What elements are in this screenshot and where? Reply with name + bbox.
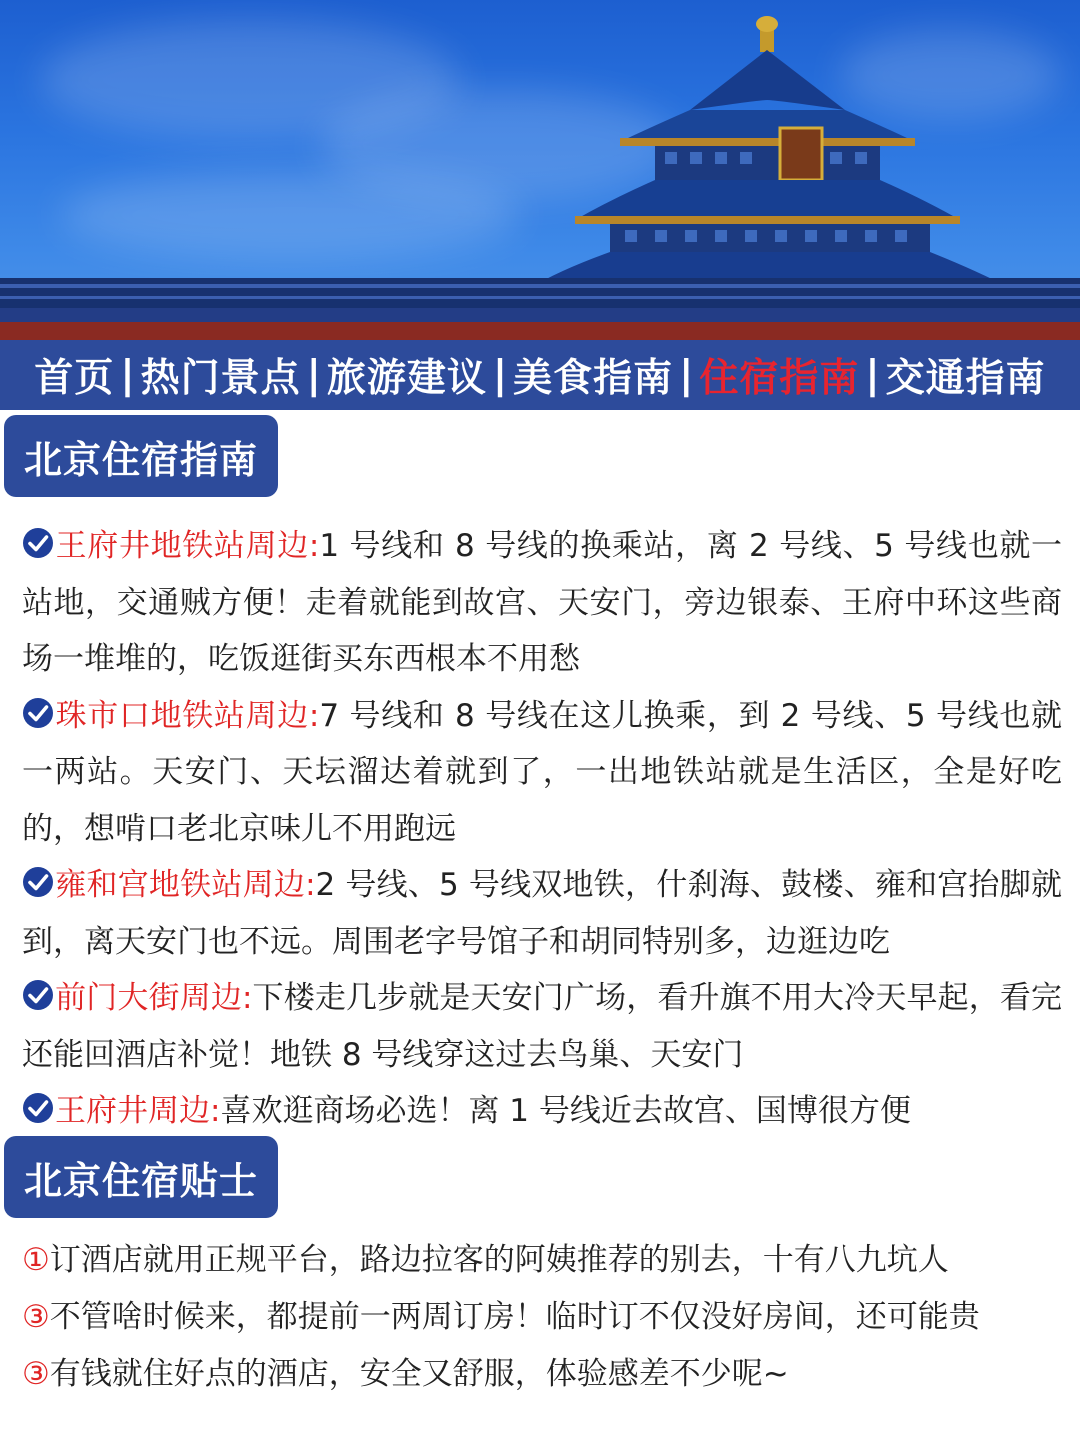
nav-item-transport-guide[interactable]: 交通指南 [885,356,1046,401]
place-name: 王府井地铁站周边: [55,528,320,564]
tip-number: ③ [22,1356,50,1392]
tip-number: ③ [22,1299,50,1335]
guide-item [22,688,1062,858]
tips-section-title: 北京住宿贴士 [4,1136,278,1218]
place-name: 雍和宫地铁站周边: [55,867,316,903]
tip-number: ① [22,1242,50,1278]
check-circle-icon [22,866,54,898]
nav-separator: | [120,352,135,398]
temple-of-heaven-illustration [0,0,1080,340]
place-description: 下楼走几步就是天安门广场，看升旗不用大冷天早起，看完还能回酒店补觉！地铁 8 号线穿这过去鸟巢、天安门 [22,980,1063,1073]
nav-separator: | [865,352,880,398]
tips-list [22,1232,1062,1403]
nav-separator: | [679,352,694,398]
nav-item-lodging-guide[interactable]: 住宿指南 [699,356,860,401]
tip-text: 有钱就住好点的酒店，安全又舒服，体验感差不少呢~ [49,1356,789,1392]
guide-item [22,970,1062,1083]
hero-image [0,0,1080,340]
guide-item [22,857,1062,970]
tip-item [22,1346,1062,1403]
guide-section-title: 北京住宿指南 [4,415,278,497]
nav-bar [0,340,1080,410]
check-circle-icon [22,697,54,729]
nav-item-home[interactable]: 首页 [34,356,115,401]
place-name: 珠市口地铁站周边: [55,697,320,734]
nav-separator: | [306,352,321,398]
tip-item [22,1232,1062,1289]
place-name: 王府井周边: [55,1093,221,1129]
tip-text: 订酒店就用正规平台，路边拉客的阿姨推荐的别去，十有八九坑人 [49,1242,949,1278]
place-description: 喜欢逛商场必选！离 1 号线近去故宫、国博很方便 [220,1093,911,1129]
guide-item [22,1083,1062,1140]
guide-item [22,518,1062,688]
place-description: 7 号线和 8 号线在这儿换乘，到 2 号线、5 号线也就一两站。天安门、天坛溜达着就到了，一出地铁站就是生活区，全是好吃的，想啃口老北京味儿不用跑远 [22,697,1063,847]
nav-item-food-guide[interactable]: 美食指南 [513,356,674,401]
place-name: 前门大街周边: [55,980,253,1016]
tip-text: 不管啥时候来，都提前一两周订房！临时订不仅没好房间，还可能贵 [49,1299,980,1335]
place-description: 1 号线和 8 号线的换乘站，离 2 号线、5 号线也就一站地，交通贼方便！走着就能到故宫、天安门，旁边银泰、王府中环这些商场一堆堆的，吃饭逛街买东西根本不用愁 [22,528,1063,677]
check-circle-icon [22,979,54,1011]
guide-list [22,518,1062,1140]
tip-item [22,1289,1062,1346]
nav-item-travel-tips[interactable]: 旅游建议 [326,356,487,401]
nav-separator: | [492,352,508,398]
check-circle-icon [22,527,54,559]
place-description: 2 号线、5 号线双地铁，什刹海、鼓楼、雍和宫抬脚就到，离天安门也不远。周围老字号馆子和胡同特别多，边逛边吃 [22,867,1062,960]
check-circle-icon [22,1092,54,1124]
nav-item-attractions[interactable]: 热门景点 [140,356,301,401]
